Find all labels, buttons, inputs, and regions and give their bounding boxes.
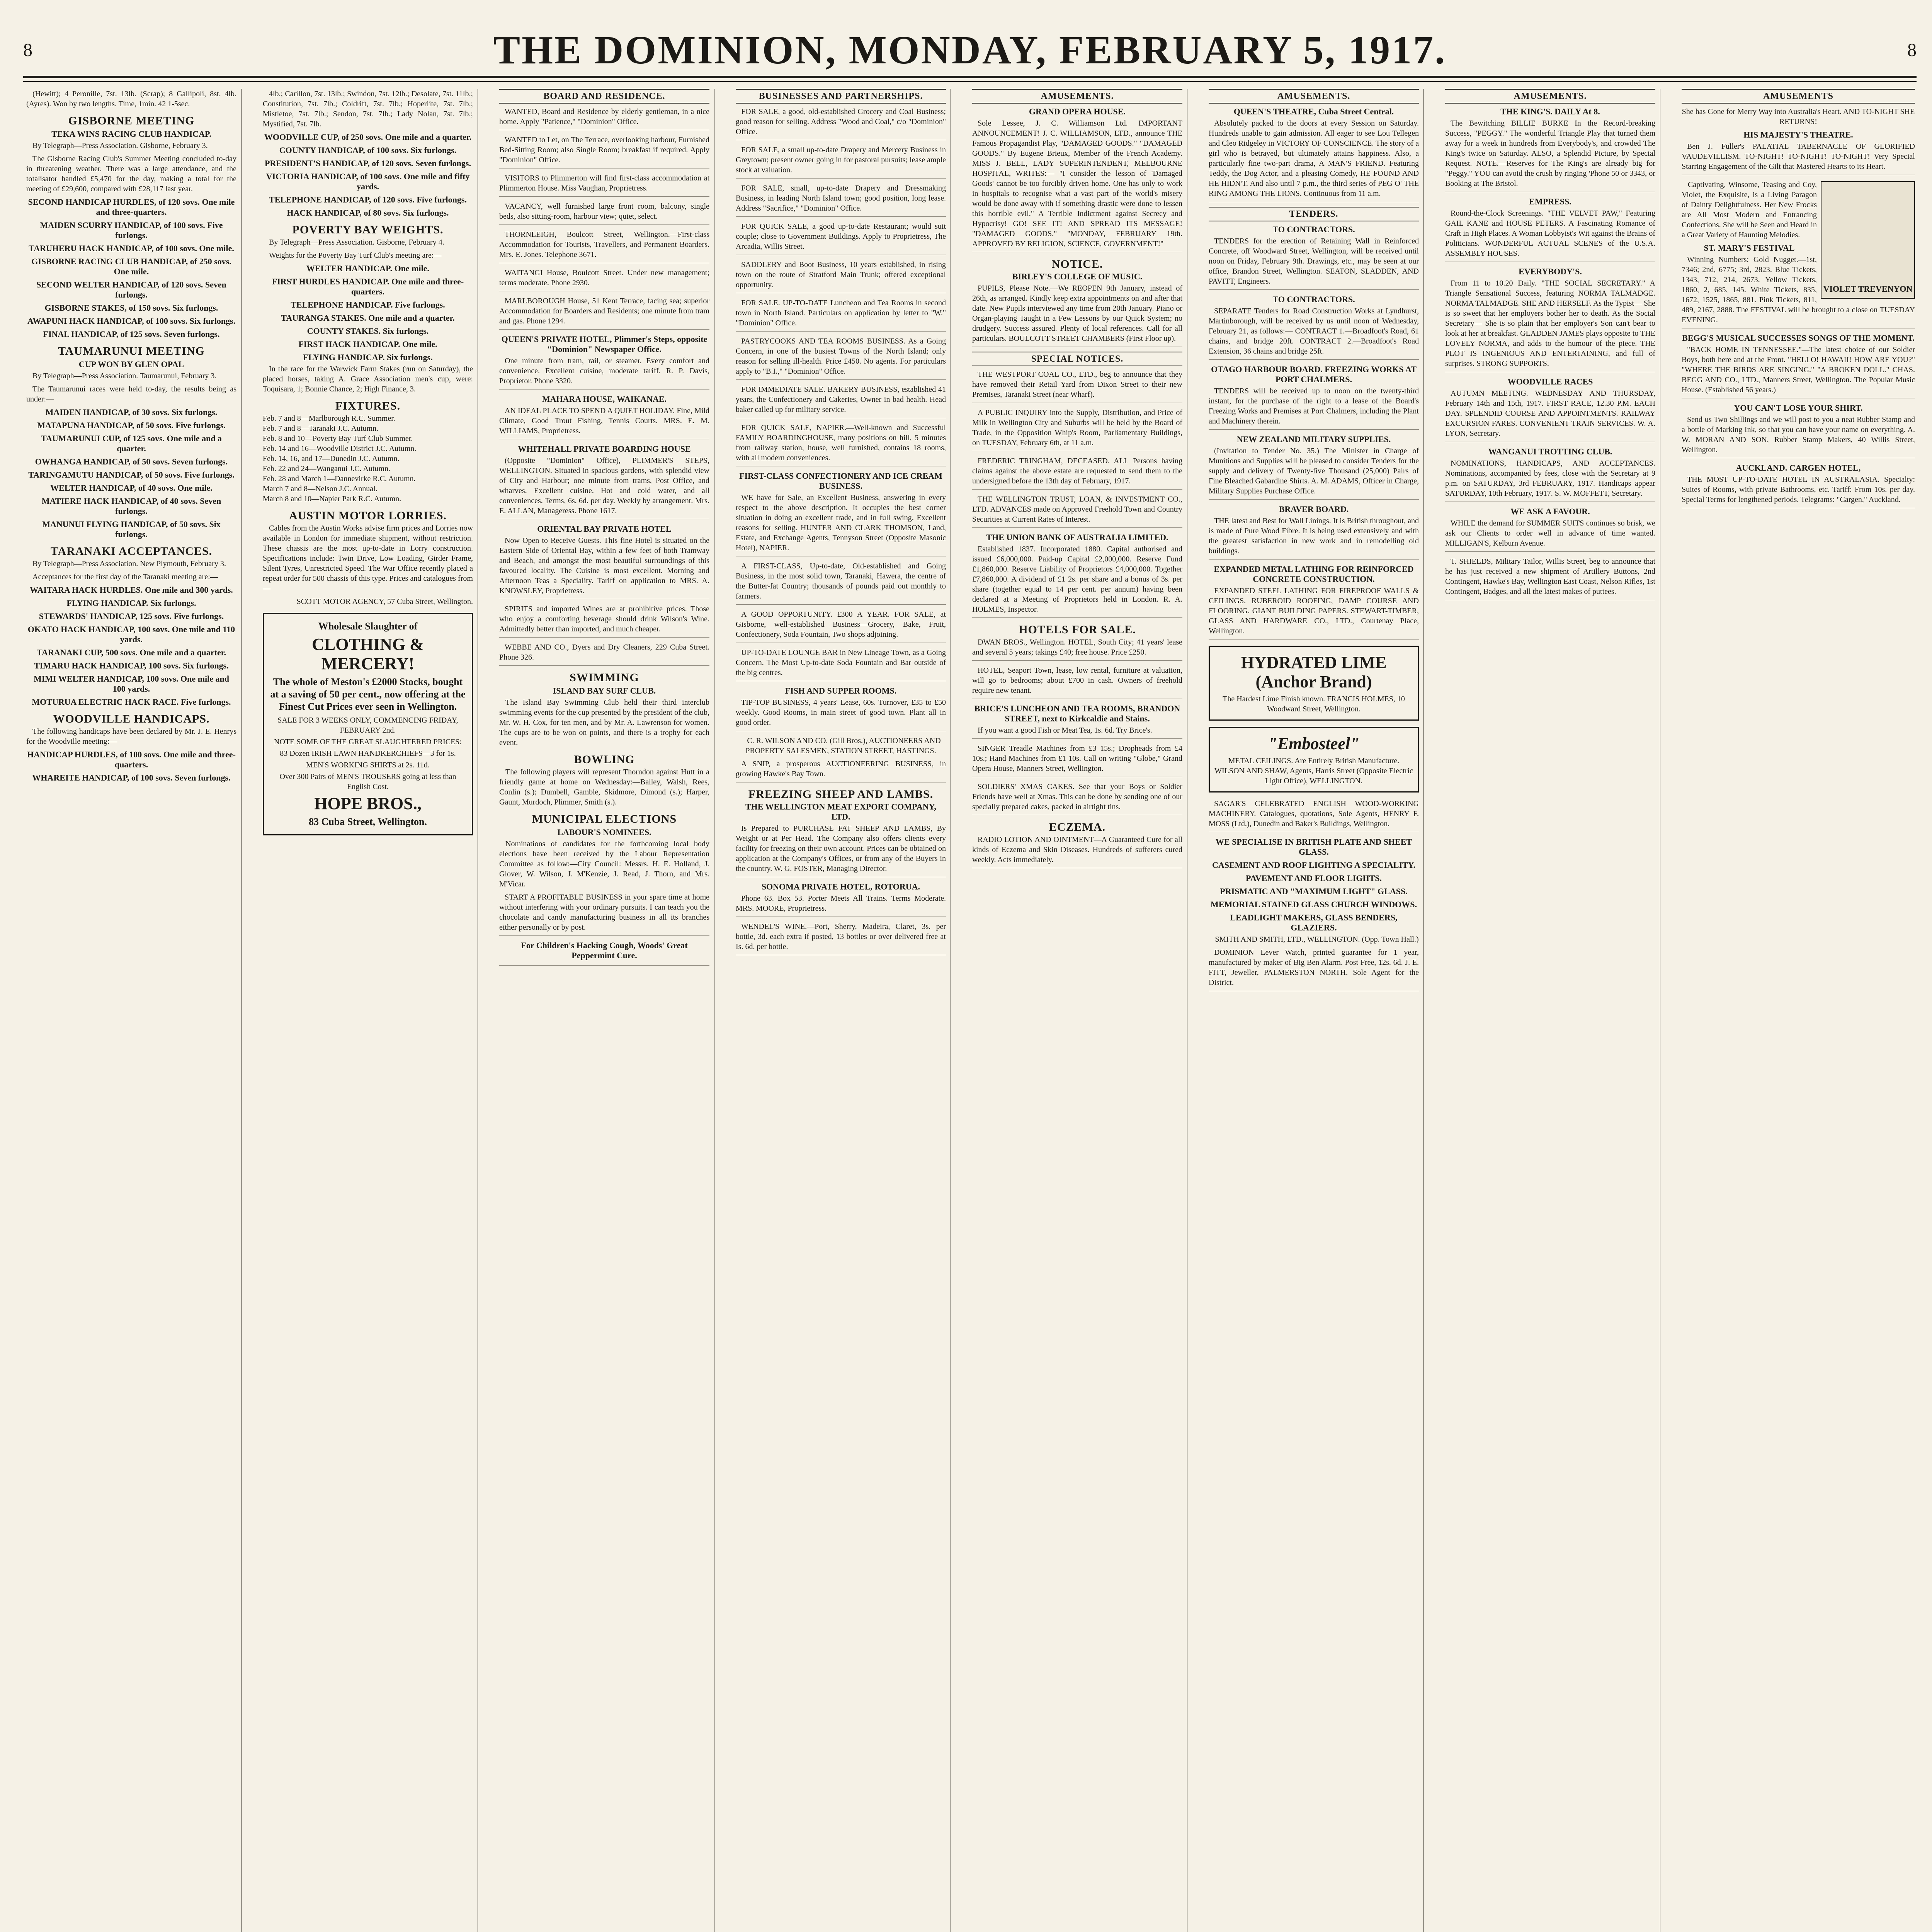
race-heading: WELTER HANDICAP, of 40 sovs. One mile. — [50, 483, 213, 493]
display-ad-text: THE MOST UP-TO-DATE HOTEL IN AUSTRALASIA. Specialty: Suites of Rooms, with private Bathrooms, etc. Tariff: From 10s. per day. Special Terms for lengthened periods. Telegrams: "Cargen," Auckland. — [1682, 475, 1915, 504]
display-ad-boxed — [1209, 727, 1419, 793]
display-ad — [736, 802, 946, 877]
race-heading: COUNTY HANDICAP, of 100 sovs. Six furlongs. — [279, 145, 457, 155]
display-ad-heading: ORIENTAL BAY PRIVATE HOTEL — [537, 524, 672, 534]
display-ad-text: "BACK HOME IN TENNESSEE."—The latest choice of our Soldier Boys, both here and at the Front. "HELLO! HAWAII! HOW ARE YOU?" "WHERE THE BIRDS ARE SINGING." "A BROKEN DOLL." CHAS. BEGG AND CO., LTD., Manners Street, Wellington. The Popular Music House. (Established 56 years.) — [1682, 345, 1915, 394]
classified-ad-text: FOR IMMEDIATE SALE. BAKERY BUSINESS, established 41 years, the Confectionery and Cakeries, Owner in bad health. Head baker called up for military service. — [736, 385, 946, 414]
column-heading: BUSINESSES AND PARTNERSHIPS. — [736, 89, 946, 104]
signature: SMITH AND SMITH, LTD., WELLINGTON. (Opp. Town Hall.) — [1215, 935, 1419, 944]
classified-ad-text: FREDERIC TRINGHAM, DECEASED. ALL Persons having claims against the above estate are requested to send them to the undersigned before the 13th day of February, 1917. — [972, 457, 1182, 485]
classified-ad — [499, 268, 709, 291]
classified-ad — [499, 296, 709, 330]
section-heading: GISBORNE MEETING — [68, 114, 195, 127]
display-ad — [1209, 504, 1419, 560]
classified-ad — [972, 637, 1182, 661]
display-ad-text: Ben J. Fuller's PALATIAL TABERNACLE OF GLORIFIED VAUDEVILLISM. TO-NIGHT! TO-NIGHT! TO-NIGHT! Very Special Starring Engagement of the Gilt that Mastered Hearts to its Heart. — [1682, 142, 1915, 171]
fixture-line: Feb. 8 and 10—Poverty Bay Turf Club Summer. — [263, 434, 413, 443]
article-paragraph: Captivating, Winsome, Teasing and Coy, Violet, the Exquisite, is a Living Paragon of Dainty Delightfulness. Her New Frocks are All Most Modern and Entrancing Confections. She will be Seen and Heard in a Great Variety of Haunting Melodies. — [1682, 180, 1817, 239]
display-ad-heading: WANGANUI TROTTING CLUB. — [1488, 447, 1612, 456]
classified-ad-text: SPIRITS and imported Wines are at prohibitive prices. Those who enjoy a comforting beverage should drink Wilson's Wine. Admittedly better than imported, and much cheaper. — [499, 605, 709, 633]
classified-ad — [972, 369, 1182, 403]
classified-ad-text: THE WELLINGTON TRUST, LOAN, & INVESTMENT CO., LTD. ADVANCES made on Approved Freehold Town and Country Securities at Current Rates of Interest. — [972, 495, 1182, 524]
ad-text: 83 Dozen IRISH LAWN HANDKERCHIEFS—3 for 1s. — [280, 749, 456, 758]
display-ad-heading: "Embosteel" — [1268, 734, 1360, 753]
classified-ad-text: A FIRST-CLASS, Up-to-date, Old-established and Going Business, in the most solid town, Taranaki, Hawera, the centre of the Butter-fat Country; thousands of pounds paid out monthly to farmers. — [736, 562, 946, 600]
race-heading: MAIDEN HANDICAP, of 30 sovs. Six furlongs. — [45, 407, 218, 417]
display-ad-text: The Hardest Lime Finish known. FRANCIS HOLMES, 10 Woodward Street, Wellington. — [1223, 695, 1405, 713]
classified-ad — [499, 642, 709, 666]
ad-brand: HOPE BROS., — [314, 794, 422, 813]
classified-ad-text: FOR QUICK SALE, a good up-to-date Restaurant; would suit couple; close to Government Buildings. Apply to Proprietress, The Arcadia, Willis Street. — [736, 222, 946, 251]
display-ad-text: THE latest and Best for Wall Linings. It is British throughout, and is made of Pure Wood Fibre. It is being used extensively and with the greatest satisfaction in new work and in remodelling old buildings. — [1209, 517, 1419, 555]
classified-ad-text: WAITANGI House, Boulcott Street. Under new management; terms moderate. Phone 2930. — [499, 269, 709, 287]
article-paragraph: She has Gone for Merry Way into Australia's Heart. AND TO-NIGHT SHE RETURNS! — [1682, 107, 1915, 126]
section-heading: FIXTURES. — [335, 400, 401, 412]
display-ad — [499, 334, 709, 389]
race-heading: OKATO HACK HANDICAP, 100 sovs. One mile and 110 yards. — [27, 624, 235, 644]
display-ad — [1445, 107, 1655, 192]
display-ad-heading: BIRLEY'S COLLEGE OF MUSIC. — [1012, 272, 1143, 281]
display-ad-text: (Invitation to Tender No. 35.) The Minister in Charge of Munitions and Supplies will be pleased to consider Tenders for the supply and delivery of Twenty-five Thousand (25,000) Pairs of Fine Bleached Gabardine Shirts. A. M. ADAMS, Officer in Charge, Military Supplies Purchase Office. — [1209, 447, 1419, 495]
race-heading: TELEPHONE HANDICAP, of 120 sovs. Five furlongs. — [269, 195, 467, 204]
display-ad-text: Phone 63. Box 53. Porter Meets All Trains. Terms Moderate. MRS. MOORE, Proprietress. — [736, 894, 946, 913]
article-paragraph: The following players will represent Thorndon against Hutt in a friendly game at home on Wednesday:—Bailey, Walsh, Rees, Conlin (s.); Dumbell, Gamble, Skidmore, Dimond (s.); Harper, Gaunt, Murdoch, Plimmer, Smith (s.). — [499, 768, 709, 806]
display-ad-heading: THE UNION BANK OF AUSTRALIA LIMITED. — [986, 532, 1168, 542]
race-heading: TELEPHONE HANDICAP. Five furlongs. — [291, 300, 445, 310]
classified-ad — [736, 648, 946, 681]
classified-ad — [499, 201, 709, 225]
classified-ad-text: DOMINION Lever Watch, printed guarantee for 1 year, manufactured by maker of Big Ben Alarm. Post Free, 12s. 6d. J. E. FITT, Jeweller, PALMERSTON NORTH. Sole Agent for the District. — [1209, 948, 1419, 987]
classified-ad — [499, 892, 709, 936]
newspaper-title: THE DOMINION, MONDAY, FEBRUARY 5, 1917. — [493, 28, 1447, 72]
display-ad-heading: EXPANDED METAL LATHING FOR REINFORCED CONCRETE CONSTRUCTION. — [1214, 564, 1414, 584]
illustration-caption: VIOLET TREVENYON — [1823, 284, 1913, 294]
column-heading: AMUSEMENTS — [1682, 89, 1915, 104]
classified-ad-text: FOR SALE, a good, old-established Grocery and Coal Business; good reason for selling. Address "Wood and Coal," c/o "Dominion" Office. — [736, 107, 946, 136]
classified-ad — [736, 922, 946, 955]
column-heading: BOARD AND RESIDENCE. — [499, 89, 709, 104]
display-ad-heading: WHITEHALL PRIVATE BOARDING HOUSE — [518, 444, 691, 454]
section-heading: TAUMARUNUI MEETING — [58, 345, 205, 357]
display-ad-heading: TO CONTRACTORS. — [1272, 294, 1355, 304]
signature: C. R. WILSON AND CO. (Gill Bros.), AUCTIONEERS AND PROPERTY SALESMEN, STATION STREET, HASTINGS. — [745, 736, 941, 755]
display-ad — [1209, 434, 1419, 500]
glass-line: PRISMATIC AND "MAXIMUM LIGHT" GLASS. — [1220, 886, 1408, 896]
race-heading: VICTORIA HANDICAP, of 100 sovs. One mile and fifty yards. — [266, 172, 470, 191]
article-paragraph: The Island Bay Swimming Club held their third interclub swimming events for the cup presented by the president of the club, Mr. W. H. Cox, for ten men, and by Mr. A. Lawrenson for women. The cups are to be won on points, and there is a trophy for each event. — [499, 698, 709, 747]
classified-ad-text: VISITORS to Plimmerton will find first-class accommodation at Plimmerton House. Miss Vaughan, Proprietress. — [499, 174, 709, 192]
display-ad-text: If you want a good Fish or Meat Tea, 1s. 6d. Try Brice's. — [978, 726, 1152, 735]
classified-ad — [972, 743, 1182, 777]
classified-ad-text: START A PROFITABLE BUSINESS in your spare time at home without interfering with your ordinary pursuits. I can teach you the chocolate and candy manufacturing business in all its branches either personally or by post. — [499, 893, 709, 932]
display-ad-heading: THE KING'S. DAILY At 8. — [1500, 107, 1600, 116]
classified-ad — [972, 456, 1182, 490]
intro-text: (Hewitt); 4 Peronille, 7st. 13lb. (Scrap); 8 Gallipoli, 8st. 4lb. (Ayres). Won by two lengths. Time, 1min. 42 1-5sec. — [26, 90, 236, 108]
column-heading: AMUSEMENTS. — [1445, 89, 1655, 104]
classified-ad-text: WANTED to Let, on The Terrace, overlooking harbour, Furnished Bed-Sitting Room; also Single Room; breakfast if required. Apply "Dominion" Office. — [499, 136, 709, 164]
classified-ad — [499, 940, 709, 966]
byline: By Telegraph—Press Association. Taumarunui, February 3. — [32, 372, 217, 380]
display-ad — [972, 704, 1182, 739]
classified-ad-text: WEBBE AND CO., Dyers and Dry Cleaners, 229 Cuba Street. Phone 326. — [499, 643, 709, 662]
section-heading: AUSTIN MOTOR LORRIES. — [289, 509, 447, 522]
classified-ad-text: WANTED, Board and Residence by elderly gentleman, in a nice home. Apply "Patience," "Dominion" Office. — [499, 107, 709, 126]
display-ad-text: NOMINATIONS, HANDICAPS, AND ACCEPTANCES. Nominations, accompanied by fees, close with the Secretary at 9 p.m. on SATURDAY, 3rd FEBRUARY, 1917. Handicaps appear SATURDAY, 10th February, 1917. S. W. MOFFETT, Secretary. — [1445, 459, 1655, 498]
classified-ad-text: For Children's Hacking Cough, Woods' Great Peppermint Cure. — [521, 940, 688, 960]
page-number-left: 8 — [23, 40, 32, 60]
display-ad-heading: GRAND OPERA HOUSE. — [1029, 107, 1126, 116]
display-ad — [1209, 564, 1419, 639]
ad-address: 83 Cuba Street, Wellington. — [308, 816, 427, 827]
article-paragraph: Acceptances for the first day of the Taranaki meeting are:— — [32, 573, 218, 581]
classified-ad-text: FOR SALE, small, up-to-date Drapery and Dressmaking Business, in leading North Island town; good position, long lease. Address "Sacrifice," "Dominion" Office. — [736, 184, 946, 213]
ad-text: Over 300 Pairs of MEN'S TROUSERS going at less than English Cost. — [279, 772, 456, 791]
classified-ad-text: HOTEL, Seaport Town, lease, low rental, furniture at valuation, will go to bedrooms; about £700 in cash. Owners of freehold require new tenant. — [972, 666, 1182, 695]
ad-headline-large: CLOTHING & MERCERY! — [312, 635, 424, 673]
classified-ad-text: SINGER Treadle Machines from £3 15s.; Dropheads from £4 10s.; Hand Machines from £1 10s. Call on writing "Globe," Grand Opera House, Manners Street, Wellington. — [972, 744, 1182, 773]
race-heading: MAIDEN SCURRY HANDICAP, of 100 sovs. Five furlongs. — [40, 220, 223, 240]
section-heading: HOTELS FOR SALE. — [1019, 623, 1136, 636]
race-heading: MIMI WELTER HANDICAP, 100 sovs. One mile and 100 yards. — [34, 674, 229, 694]
column-divider — [241, 89, 242, 1932]
display-ad-heading: OTAGO HARBOUR BOARD. FREEZING WORKS AT PORT CHALMERS. — [1211, 364, 1417, 384]
display-ad-text: Winning Numbers: Gold Nugget.—1st, 7346; 2nd, 6775; 3rd, 2823. Blue Tickets, 1343, 712, 214, 2673. Yellow Tickets, 1860, 2, 685, 145. White Tickets, 835, 1672, 1525, 1865, 881. Pink Tickets, 811, 489, 2167, 2888. The FESTIVAL will be brought to a close on TUESDAY EVENING. — [1682, 255, 1915, 324]
glass-line: WE SPECIALISE IN BRITISH PLATE AND SHEET GLASS. — [1215, 837, 1412, 857]
display-ad-heading: BEGG'S MUSICAL SUCCESSES SONGS OF THE MOMENT. — [1682, 333, 1915, 343]
race-heading: COUNTY STAKES. Six furlongs. — [307, 326, 429, 336]
race-heading: WELTER HANDICAP. One mile. — [306, 264, 430, 273]
display-ad-heading: AUCKLAND. CARGEN HOTEL, — [1736, 463, 1861, 473]
display-ad-heading: MAHARA HOUSE, WAIKANAE. — [542, 394, 667, 404]
ad-text: NOTE SOME OF THE GREAT SLAUGHTERED PRICES: — [274, 738, 462, 746]
display-ad — [499, 394, 709, 439]
display-ad-text: Now Open to Receive Guests. This fine Hotel is situated on the Eastern Side of Oriental Bay, within a few feet of both Tramway and Beach, and amongst the most beautiful surroundings of this favoured locality. The Cuisine is most excellent. Morning and Afternoon Teas a Speciality. Tariff on application to MRS. A. KNOWSLEY, Proprietress. — [499, 536, 709, 595]
classified-ad — [736, 697, 946, 731]
classified-ad — [1209, 947, 1419, 991]
display-ad-text: EXPANDED STEEL LATHING FOR FIREPROOF WALLS & CEILINGS. RUBEROID ROOFING, DAMP COURSE AND FLOORING. GIANT BUILDING PAPERS. STEWART-TIMBER, GLASS AND HARDWARE CO., LTD., Courtenay Place, Wellington. — [1209, 587, 1419, 635]
display-ad-text: TENDERS will be received up to noon on the twenty-third instant, for the purchase of the right to a lease of the Board's Freezing Works and Premises at Port Chalmers, including the Plant and Machinery therein. — [1209, 387, 1419, 425]
classified-ad — [1209, 799, 1419, 832]
section-heading: FREEZING SHEEP AND LAMBS. — [748, 788, 934, 801]
display-ad — [1209, 107, 1419, 202]
column-4 — [733, 89, 949, 1932]
ad-text: The whole of Meston's £2000 Stocks, bought at a saving of 50 per cent., now offering at the Finest Cut Prices ever seen in Wellington. — [270, 676, 466, 712]
section-heading: ECZEMA. — [1049, 821, 1106, 833]
byline: By Telegraph—Press Association. New Plymouth, February 3. — [32, 560, 226, 568]
display-ad-heading: SONOMA PRIVATE HOTEL, ROTORUA. — [761, 882, 920, 891]
classified-ad — [499, 230, 709, 263]
display-ad-heading: WE ASK A FAVOUR. — [1510, 507, 1590, 516]
classified-ad-text: FOR SALE. UP-TO-DATE Luncheon and Tea Rooms in second town in North Island. Particulars on application by letter to "W." "Dominion" Office. — [736, 299, 946, 327]
classified-ad-text: T. SHIELDS, Military Tailor, Willis Street, beg to announce that he has just received a new shipment of Artillery Buttons, 2nd Contingent, Hawke's Bay, Wellington East Coast, Nelson Rifles, 1st Contingent, Badges, and all the latest makes of puttees. — [1445, 557, 1655, 596]
display-ad-heading: FIRST-CLASS CONFECTIONERY AND ICE CREAM BUSINESS. — [739, 471, 942, 491]
classified-ad — [736, 561, 946, 605]
display-ad — [1445, 507, 1655, 552]
byline: By Telegraph—Press Association. Gisborne, February 4. — [269, 238, 444, 247]
classified-ad — [736, 260, 946, 293]
display-ad — [972, 532, 1182, 618]
race-heading: SECOND WELTER HANDICAP, of 120 sovs. Seven furlongs. — [36, 280, 226, 299]
display-ad — [972, 272, 1182, 347]
display-ad — [1209, 364, 1419, 430]
column-heading: SPECIAL NOTICES. — [972, 352, 1182, 366]
display-ad — [1209, 294, 1419, 360]
display-ad-text: WE have for Sale, an Excellent Business, answering in every respect to the above description. It occupies the best corner situation in doing an excellent trade, and in full swing. Excellent reasons for selling. HUNTER AND CLARK THOMSON, Land, Estate, and Exchange Agents, Tennyson Street (Opposite Masonic Hotel), NAPIER. — [736, 493, 946, 552]
column-5 — [969, 89, 1185, 1932]
classified-ad — [972, 494, 1182, 528]
column-7 — [1442, 89, 1658, 1932]
display-ad-heading: YOU CAN'T LOSE YOUR SHIRT. — [1734, 403, 1863, 413]
classified-ad-text: FOR QUICK SALE, NAPIER.—Well-known and Successful FAMILY BOARDINGHOUSE, many positions on hill, 5 minutes from railway station, house, well furnished, contains 18 rooms, with all modern conveniences. — [736, 423, 946, 462]
fixture-line: Feb. 14, 16, and 17—Dunedin J.C. Autumn. — [263, 454, 400, 463]
race-heading: TARUHERU HACK HANDICAP, of 100 sovs. One mile. — [29, 243, 234, 253]
fixture-line: March 7 and 8—Nelson J.C. Annual. — [263, 485, 378, 493]
display-ad — [499, 444, 709, 519]
column-divider — [1423, 89, 1424, 1932]
race-heading: HANDICAP HURDLES, of 100 sovs. One mile and three-quarters. — [27, 750, 236, 769]
display-ad — [1682, 333, 1915, 398]
display-ad — [736, 471, 946, 556]
classified-ad — [736, 107, 946, 140]
display-ad-text: Send us Two Shillings and we will post to you a neat Rubber Stamp and a bottle of Marking Ink, so that you can have your name on everything. A. W. MORAN AND SON, Rubber Stamp Makers, 40 Willis Street, Wellington. — [1682, 415, 1915, 454]
article-paragraph: Cables from the Austin Works advise firm prices and Lorries now available in London for immediate shipment, without restriction. These chassis are the most up-to-date in Lorry construction. Specifications include: Twin Drive, Low Loading, Girder Frame, Silent Tyres, Unrestricted Speed. The War Office recently placed a repeat order for 500 chassis of this type. Prices and catalogues from— — [263, 524, 473, 593]
display-ad-heading: EMPRESS. — [1529, 197, 1571, 206]
display-ad-text: METAL CEILINGS. Are Entirely British Manufacture. WILSON AND SHAW, Agents, Harris Street (Opposite Electric Light Office), WELLINGTON. — [1214, 757, 1413, 785]
display-ad-text: From 11 to 10.20 Daily. "THE SOCIAL SECRETARY." A Triangle Sensational Success, featuring NORMA TALMADGE. NORMA TALMADGE. SHE AND HERSELF. As the Typist— She is so sweet that her employers bother her to death. As the Social Secretary— She is so plain that her employer's Son can't bear to look at her at breakfast. GLADDEN JAMES plays opposite to THE LOVELY NORMA, and adds to the humour of the piece. THE PLOT IS INGENIOUS AND ENTERTAINING, and full of surprises. STRONG SUPPORTS. — [1445, 279, 1655, 368]
display-ad-heading: NEW ZEALAND MILITARY SUPPLIES. — [1236, 434, 1391, 444]
classified-ad-text: THORNLEIGH, Boulcott Street, Wellington.—First-class Accommodation for Tourists, Travellers, and Permanent Boarders. Mrs. E. Jones. Telephone 3671. — [499, 230, 709, 259]
race-heading: GISBORNE STAKES, of 150 sovs. Six furlongs. — [44, 303, 218, 313]
race-heading: SECOND HANDICAP HURDLES, of 120 sovs. One mile and three-quarters. — [28, 197, 235, 217]
display-ad — [1682, 463, 1915, 508]
masthead-rule-thin — [23, 81, 1917, 82]
display-ad-text: One minute from tram, rail, or steamer. Every comfort and convenience. Excellent cuisine, moderate tariff. R. P. Davis, Proprietor. Phone 3320. — [499, 357, 709, 385]
masthead — [23, 27, 1917, 73]
article-paragraph: The following handicaps have been declared by Mr. J. E. Henrys for the Woodville meeting:— — [26, 727, 236, 746]
display-ad-text: Established 1837. Incorporated 1880. Capital authorised and issued £6,000,000. Paid-up Capital £2,000,000. Reserve Fund £1,860,000. Reserve Liability of Proprietors £4,000,000. Together £7,860,000. A dividend of £1 2s. per share and a bonus of 3s. per share (together equal to 14 per cent. per annum) having been declared at a Meeting of Proprietors held in London. R. A. HOLMES, Inspector. — [972, 545, 1182, 614]
display-ad-text: SEPARATE Tenders for Road Construction Works at Lyndhurst, Martinborough, will be received by us until noon of Wednesday, February 21, as follows:— CONTRACT 1.—Broadfoot's Road, 61 chains, and bridge 20ft. CONTRACT 2.—Broadfoot's Road Extension, 36 chains and bridge 25ft. — [1209, 307, 1419, 355]
display-ad-text: (Opposite "Dominion" Office), PLIMMER'S STEPS, WELLINGTON. Situated in spacious gardens, with splendid view of City and Harbour; one minute from trams, Post Office, and wharves. Excellent cuisine. Hot and cold water, and all conveniences. Terms, 6s. 6d. per day. Weekly by arrangement. Mrs. E. ALLAN, Manageress. Phone 1617. — [499, 456, 709, 515]
sub-heading: CUP WON BY GLEN OPAL — [78, 359, 184, 369]
display-ad-text: AN IDEAL PLACE TO SPEND A QUIET HOLIDAY. Fine, Mild Climate, Good Trout Fishing, Tennis Courts. MRS. E. M. WILLIAMS, Proprietress. — [499, 406, 709, 435]
section-heading: WOODVILLE HANDICAPS. — [53, 713, 210, 725]
section-heading: NOTICE. — [1051, 258, 1103, 270]
display-ad — [1445, 267, 1655, 372]
classified-ad — [736, 384, 946, 418]
race-heading: FLYING HANDICAP. Six furlongs. — [303, 352, 433, 362]
race-heading: TARINGAMUTU HANDICAP, of 50 sovs. Five furlongs. — [28, 470, 235, 480]
race-heading: PRESIDENT'S HANDICAP, of 120 sovs. Seven furlongs. — [265, 158, 471, 168]
article-paragraph: 4lb.; Carillon, 7st. 13lb.; Swindon, 7st. 12lb.; Desolate, 7st. 11lb.; Constitution, 7st. 7lb.; Coldrift, 7st. 7lb.; Hoperiite, 7st. 7lb.; Mistletoe, 7st. 7lb.; Sendon, 7st. 7lb.; Lady Nolan, 7st. 7lb.; Mystified, 7st. 7lb. — [263, 90, 473, 128]
classified-ad — [736, 298, 946, 332]
classified-ad-text: RADIO LOTION AND OINTMENT—A Guaranteed Cure for all kinds of Eczema and Skin Diseases. Hundreds of sufferers cured weekly. Acts immediately. — [972, 835, 1182, 864]
classified-ad — [736, 145, 946, 179]
classified-ad-text: SADDLERY and Boot Business, 10 years established, in rising town on the route of Stratford Main Trunk; offered exceptional opportunity. — [736, 260, 946, 289]
classified-ad-text: UP-TO-DATE LOUNGE BAR in New Lineage Town, as a Going Concern. The Most Up-to-date Soda Fountain and Bar outside of the big centres. — [736, 648, 946, 677]
byline: By Telegraph—Press Association. Gisborne, February 3. — [32, 141, 208, 150]
classified-ad-text: SOLDIERS' XMAS CAKES. See that your Boys or Soldier Friends have well at Xmas. This can be done by sending one of our specially prepared cakes, packed in airtight tins. — [972, 782, 1182, 811]
fixture-line: Feb. 28 and March 1—Dannevirke R.C. Autumn. — [263, 474, 416, 483]
display-ad-heading: QUEEN'S THEATRE, Cuba Street Central. — [1233, 107, 1394, 116]
classified-ad-text: A SNIP, a prosperous AUCTIONEERING BUSINESS, in growing Hawke's Bay Town. — [736, 760, 946, 778]
classified-ad-text: FOR SALE, a small up-to-date Drapery and Mercery Business in Greytown; present owner going in for pastoral pursuits; lease ample stock at valuation. — [736, 146, 946, 174]
article-paragraph: The Gisborne Racing Club's Summer Meeting concluded to-day in threatening weather. There was a large attendance, and the totalisator handled £5,470 for the day, making a total for the meeting of £29,600, compared with £28,117 last year. — [26, 155, 236, 193]
classified-ad-text: PASTRYCOOKS AND TEA ROOMS BUSINESS. As a Going Concern, in one of the busiest Towns of the North Island; only reason for selling ill-health. Price £450. No agents. For particulars apply to "B.I.," "Dominion" Office. — [736, 337, 946, 376]
glass-line: CASEMENT AND ROOF LIGHTING A SPECIALITY. — [1212, 860, 1416, 870]
advertisement-box — [263, 613, 473, 835]
race-heading: FIRST HACK HANDICAP. One mile. — [298, 339, 437, 349]
glass-line: MEMORIAL STAINED GLASS CHURCH WINDOWS. — [1211, 900, 1417, 909]
performer-illustration — [1821, 181, 1915, 299]
classified-ad-text: MARLBOROUGH House, 51 Kent Terrace, facing sea; superior Accommodation for Boarders and Residents; one minute from tram and gas. Phone 1294. — [499, 297, 709, 325]
race-heading: MANUNUI FLYING HANDICAP, of 50 sovs. Six furlongs. — [42, 519, 221, 539]
display-ad-text: Is Prepared to PURCHASE FAT SHEEP AND LAMBS, By Weight or at Per Head. The Company also offers clients every facility for freezing on their own account. Prices can be obtained on application at the Company's Offices, or from any of the Buyers in the country. W. G. FOSTER, Managing Director. — [736, 824, 946, 873]
classified-ad-text: A GOOD OPPORTUNITY. £300 A YEAR. FOR SALE, at Gisborne, well-established Business—Grocery, Bake, Fruit, Confectionery, Soda Fountain, Two shops adjoining. — [736, 610, 946, 639]
classified-ad — [499, 173, 709, 197]
display-ad-boxed — [1209, 646, 1419, 721]
classified-ad — [972, 782, 1182, 815]
display-ad-text: Sole Lessee, J. C. Williamson Ltd. IMPORTANT ANNOUNCEMENT! J. C. WILLIAMSON, LTD., announce THE Famous Propagandist Play, "DAMAGED GOODS." "DAMAGED GOODS." By Eugene Brieux, Member of the French Academy. MISS J. BELL, LADY SUPERINTENDENT, MELBOURNE HOSPITAL, WRITES:— "I consider the lesson of 'Damaged Goods' cannot be too forcibly driven home. One has only to work in hospitals to recognise what a vast part of the world's misery would be done away with if something drastic were done to lessen this horrible evil." A Terrible Indictment against Secrecy and Hypocrisy! GO! SEE IT! AND SPREAD ITS MESSAGE! "DAMAGED GOODS." "MONDAY, FEBRUARY 19th. APPROVED BY RELIGION, SCIENCE, GOVERNMENT!" — [972, 119, 1182, 248]
column-6 — [1206, 89, 1422, 1932]
race-heading: TAUMARUNUI CUP, of 125 sovs. One mile and a quarter. — [41, 434, 222, 453]
classified-ad — [736, 183, 946, 217]
article-paragraph: Nominations of candidates for the forthcoming local body elections have been received by the Labour Representation Committee as follow:—City Council: Messrs. H. E. Holland, J. Glover, W. Wilson, J. M'Kenzie, J. Read, J. Thorn, and Mrs. M'Vicar. — [499, 840, 709, 888]
classified-ad — [736, 759, 946, 782]
display-ad-heading: BRAVER BOARD. — [1279, 504, 1349, 514]
display-ad-heading: EVERYBODY'S. — [1519, 267, 1582, 276]
article-paragraph: Weights for the Poverty Bay Turf Club's meeting are:— — [269, 251, 442, 260]
display-ad — [1682, 403, 1915, 458]
race-heading: OWHANGA HANDICAP, of 50 sovs. Seven furlongs. — [35, 457, 228, 466]
display-ad-heading: HIS MAJESTY'S THEATRE. — [1743, 130, 1853, 139]
section-heading: TARANAKI ACCEPTANCES. — [50, 545, 213, 558]
race-heading: FIRST HURDLES HANDICAP. One mile and three-quarters. — [272, 277, 464, 296]
display-ad-text: WHILE the demand for SUMMER SUITS continues so brisk, we ask our Clients to order well in advance of time wanted. MILLIGAN'S, Kelburn Avenue. — [1445, 519, 1655, 548]
classified-ad — [972, 408, 1182, 451]
classified-ad — [499, 107, 709, 130]
classified-ad — [972, 835, 1182, 868]
display-ad-heading: ST. MARY'S FESTIVAL — [1704, 243, 1795, 253]
sub-heading: TEKA WINS RACING CLUB HANDICAP. — [51, 129, 211, 139]
race-heading: WOODVILLE CUP, of 250 sovs. One mile and a quarter. — [264, 132, 472, 142]
ad-headline: Wholesale Slaughter of — [318, 621, 418, 632]
classified-ad — [736, 609, 946, 643]
display-ad — [1445, 447, 1655, 502]
ad-text: SALE FOR 3 WEEKS ONLY, COMMENCING FRIDAY, FEBRUARY 2nd. — [277, 716, 458, 735]
display-ad — [1682, 130, 1915, 175]
article-paragraph: The Taumarunui races were held to-day, the results being as under:— — [26, 385, 236, 403]
classified-ad-text: A PUBLIC INQUIRY into the Supply, Distribution, and Price of Milk in Wellington City and Suburbs will be held by the Board of Trade, in the Opposition Whip's Room, Parliamentary Buildings, on TUESDAY, February 6th, at 11 a.m. — [972, 408, 1182, 447]
section-heading: POVERTY BAY WEIGHTS. — [292, 223, 444, 236]
race-heading: GISBORNE RACING CLUB HANDICAP, of 250 sovs. One mile. — [31, 257, 231, 276]
classified-ad-text: WENDEL'S WINE.—Port, Sherry, Madeira, Claret, 3s. per bottle, 3d. each extra if posted, 13 bottles or over delivered free at Is. 6d. per bottle. — [736, 922, 946, 951]
race-heading: FINAL HANDICAP, of 125 sovs. Seven furlongs. — [43, 329, 220, 339]
race-heading: FLYING HANDICAP. Six furlongs. — [66, 598, 196, 608]
classified-ad — [972, 665, 1182, 699]
race-heading: MATAPUNA HANDICAP, of 50 sovs. Five furlongs. — [37, 420, 226, 430]
display-ad — [1209, 224, 1419, 290]
race-heading: AWAPUNI HACK HANDICAP, of 100 sovs. Six furlongs. — [27, 316, 236, 326]
display-ad-text: AUTUMN MEETING. WEDNESDAY AND THURSDAY, February 14th and 15th, 1917. FIRST RACE, 12.30 P.M. EACH DAY. SPLENDID COURSE AND APPOINTMENTS. RAILWAY EXCURSION FARES. CONVENIENT TRAIN SERVICES. W. A. LYON, Secretary. — [1445, 389, 1655, 438]
display-ad — [1445, 377, 1655, 442]
masthead-rule — [23, 76, 1917, 78]
race-heading: TAURANGA STAKES. One mile and a quarter. — [281, 313, 455, 323]
display-ad-text: The Bewitching BILLIE BURKE In the Record-breaking Success, "PEGGY." The wonderful Triangle Play that turned them away for a week in hundreds from Everybody's, and crowded The King's twice on Saturday. ALSO, a Splendid Picture, by Special Request. NOTE.—Reserves for The King's are already big for "Peggy." YOU can avoid the crush by ringing 'Phone 50 or 3343, or Booking at The Bristol. — [1445, 119, 1655, 188]
race-heading: MATIERE HACK HANDICAP, of 40 sovs. Seven furlongs. — [41, 496, 221, 516]
display-ad-heading: TO CONTRACTORS. — [1272, 224, 1355, 234]
display-ad-heading: THE WELLINGTON MEAT EXPORT COMPANY, LTD. — [745, 802, 937, 821]
display-ad-heading: HYDRATED LIME (Anchor Brand) — [1241, 653, 1387, 691]
classified-ad-text: SAGAR'S CELEBRATED ENGLISH WOOD-WORKING MACHINERY. Catalogues, quotations, Sole Agents, HENRY F. MOSS (Ltd.), Dunedin and Baker's Buildings, Wellington. — [1209, 799, 1419, 828]
signature: SCOTT MOTOR AGENCY, 57 Cuba Street, Wellington. — [296, 597, 473, 606]
sub-heading: LABOUR'S NOMINEES. — [557, 827, 651, 837]
fixture-line: Feb. 7 and 8—Marlborough R.C. Summer. — [263, 414, 395, 423]
display-ad-text: Absolutely packed to the doors at every Session on Saturday. Hundreds unable to gain admission. All eager to see Lou Tellegen and Cleo Ridgeley in VICTORY OF CONSCIENCE. The story of a girl who is betrayed, but ultimately attains happiness. Also, a particularly fine two-part drama, A MAN'S FRIEND. Featuring Teddy, the Dog Actor, and a pleasing Comedy, HE FOUND AND HE HIDN'T. And also until 7 p.m., the third series of PEG O' THE RING AMONG THE LIONS. Continuous from 11 a.m. — [1209, 119, 1419, 198]
glass-line: PAVEMENT AND FLOOR LIGHTS. — [1245, 873, 1382, 883]
fixture-line: Feb. 22 and 24—Wanganui J.C. Autumn. — [263, 464, 391, 473]
race-heading: TARANAKI CUP, 500 sovs. One mile and a quarter. — [37, 648, 226, 657]
race-heading: WAITARA HACK HURDLES. One mile and 300 yards. — [30, 585, 233, 595]
ad-text: MEN'S WORKING SHIRTS at 2s. 11d. — [306, 761, 430, 769]
display-ad-heading: QUEEN'S PRIVATE HOTEL, Plimmer's Steps, opposite "Dominion" Newspaper Office. — [501, 334, 707, 354]
classified-ad — [736, 336, 946, 380]
section-heading: BOWLING — [574, 753, 635, 766]
display-ad-heading: BRICE'S LUNCHEON AND TEA ROOMS, BRANDON STREET, next to Kirkcaldie and Stains. — [974, 704, 1180, 723]
column-1 — [23, 89, 240, 1932]
display-ad-text: Round-the-Clock Screenings. "THE VELVET PAW," Featuring GAIL KANE and HOUSE PETERS. A Fascinating Romance of Craft in High Places. A Woman Lobbyist's Wit against the Brains of Politicians. WONDERFUL ACTUAL SCENES of the U.S.A. ASSEMBLY HOUSES. — [1445, 209, 1655, 258]
classified-ad — [736, 423, 946, 466]
classified-ad-text: TIP-TOP BUSINESS, 4 years' Lease, 60s. Turnover, £35 to £50 weekly. Good Rooms, in main street of good town. Plant all in good order. — [736, 698, 946, 727]
display-ad-text: PUPILS, Please Note.—We REOPEN 9th January, instead of 26th, as arranged. Kindly keep extra appointments on and after that date. New Pupils interviewed any time from 20th January. Piano or Organ-playing Taught in a Few Lessons by our Quick System; no drudgery. Success assured. Plenty of local references. Call for all particulars. BOULCOTT STREET CHAMBERS (First Floor up). — [972, 284, 1182, 343]
classified-ad — [499, 135, 709, 168]
column-2 — [260, 89, 476, 1932]
classified-ad-text: DWAN BROS., Wellington. HOTEL, South City; 41 years' lease and several 5 years; takings £40; free house. Price £250. — [972, 638, 1182, 656]
section-heading: MUNICIPAL ELECTIONS — [532, 813, 677, 825]
race-heading: MOTURUA ELECTRIC HACK RACE. Five furlongs. — [32, 697, 231, 707]
classified-ad — [736, 221, 946, 255]
column-heading: TENDERS. — [1209, 207, 1419, 221]
column-3 — [496, 89, 713, 1932]
classified-ad — [499, 604, 709, 638]
column-heading: AMUSEMENTS. — [1209, 89, 1419, 104]
classified-ad-text: THE WESTPORT COAL CO., LTD., beg to announce that they have removed their Retail Yard from Dixon Street to their new Premises, Taranaki Street (near Wharf). — [972, 370, 1182, 399]
display-ad — [736, 882, 946, 917]
fixture-line: Feb. 7 and 8—Taranaki J.C. Autumn. — [263, 424, 379, 433]
race-heading: STEWARDS' HANDICAP, 125 sovs. Five furlongs. — [39, 611, 224, 621]
classified-ad — [1445, 556, 1655, 600]
section-heading: SWIMMING — [570, 671, 639, 684]
race-heading: WHAREITE HANDICAP, of 100 sovs. Seven furlongs. — [32, 773, 231, 782]
display-ad — [499, 524, 709, 599]
display-ad — [972, 107, 1182, 252]
sub-heading: ISLAND BAY SURF CLUB. — [553, 686, 656, 696]
column-8 — [1679, 89, 1918, 1932]
sub-heading: FISH AND SUPPER ROOMS. — [785, 686, 897, 696]
display-ad-heading: WOODVILLE RACES — [1507, 377, 1593, 386]
fixture-line: Feb. 14 and 16—Woodville District J.C. Autumn. — [263, 444, 417, 453]
page-number-right: 8 — [1907, 40, 1917, 60]
display-ad-text: TENDERS for the erection of Retaining Wall in Reinforced Concrete, off Woodward Street, Wellington, will be received until noon on Friday, February 9th. Drawings, etc., may be seen at our office, Brandon Street, Wellington. SEATON, SLADDEN, AND PAVITT, Engineers. — [1209, 237, 1419, 286]
classified-ad-text: VACANCY, well furnished large front room, balcony, single beds, also sitting-room, harbour view; quiet, select. — [499, 202, 709, 221]
column-heading: AMUSEMENTS. — [972, 89, 1182, 104]
race-heading: HACK HANDICAP, of 80 sovs. Six furlongs. — [287, 208, 449, 218]
article-paragraph: In the race for the Warwick Farm Stakes (run on Saturday), the placed horses, taking A. Grace Association men's cup, were: Toquisara, 1; Bonnie Chance, 2; High Finance, 3. — [263, 365, 473, 393]
glass-line: LEADLIGHT MAKERS, GLASS BENDERS, GLAZIERS. — [1230, 913, 1398, 932]
display-ad — [1445, 197, 1655, 262]
fixture-line: March 8 and 10—Napier Park R.C. Autumn. — [263, 495, 401, 503]
race-heading: TIMARU HACK HANDICAP, 100 sovs. Six furlongs. — [34, 661, 229, 670]
